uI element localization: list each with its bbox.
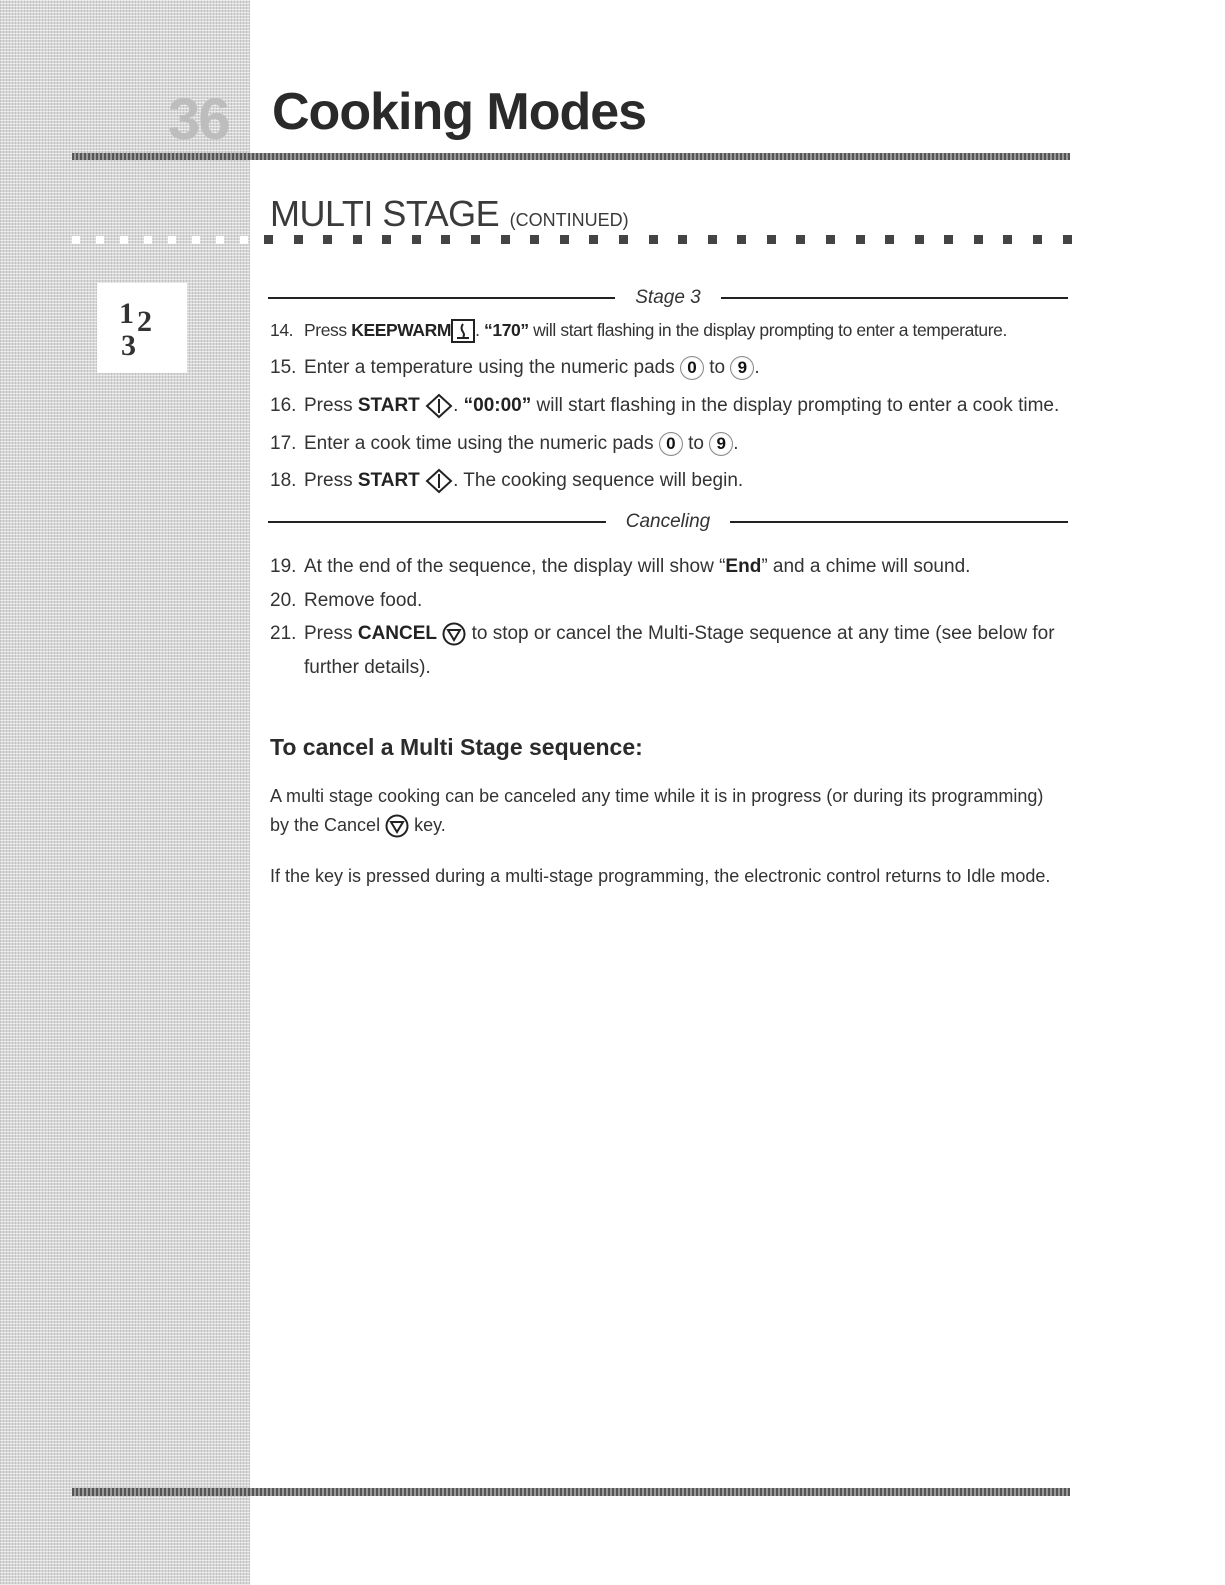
list-item: 21. Press CANCEL to stop or cancel the Multi-Stage sequence at any time (see below for further details). bbox=[270, 623, 1055, 678]
cancel-paragraph-2: If the key is pressed during a multi-stage programming, the electronic control returns to Idle mode. bbox=[270, 866, 1051, 886]
header-rule bbox=[72, 153, 1070, 160]
cancel-section-heading: To cancel a Multi Stage sequence: bbox=[270, 734, 643, 760]
svg-text:1: 1 bbox=[119, 297, 134, 330]
fraction-steps-icon bbox=[115, 293, 169, 363]
cancel-paragraph-1: A multi stage cooking can be canceled any time while it is in progress (or during its programming) by the Cancel key. bbox=[270, 782, 1075, 840]
list-item: 18. Press START . The cooking sequence will begin. bbox=[270, 464, 1070, 498]
divider-canceling bbox=[268, 510, 1068, 534]
sidebar-square-row bbox=[72, 236, 248, 244]
start-diamond-icon bbox=[425, 468, 453, 494]
svg-text:2: 2 bbox=[137, 305, 152, 338]
svg-text:3: 3 bbox=[121, 329, 136, 362]
keep-warm-icon bbox=[451, 319, 475, 343]
list-item: 17. Enter a cook time using the numeric pads 0 to 9 . bbox=[270, 433, 739, 454]
divider-label: Canceling bbox=[625, 511, 711, 532]
section-title bbox=[270, 193, 629, 235]
cancel-icon bbox=[442, 622, 466, 646]
page-title: Cooking Modes bbox=[272, 83, 647, 141]
numeric-pad-0-icon: 0 bbox=[680, 356, 704, 380]
section-title-sub: (CONTINUED) bbox=[509, 210, 629, 230]
footer-rule bbox=[72, 1488, 1070, 1496]
list-item: 15. Enter a temperature using the numeric pads 0 to 9 . bbox=[270, 357, 760, 378]
start-diamond-icon bbox=[425, 393, 453, 419]
numeric-pad-0-icon: 0 bbox=[659, 432, 683, 456]
list-item: 14. Press KEEPWARM . “170” will start flashing in the display prompting to enter a temperature. bbox=[270, 313, 1070, 347]
list-item: 16. Press START . “00:00” will start flashing in the display prompting to enter a cook time. bbox=[270, 389, 1070, 423]
page-number: 36 bbox=[168, 87, 229, 152]
list-item: 20. Remove food. bbox=[270, 590, 423, 611]
sidebar-icon-box bbox=[97, 283, 187, 373]
cancel-icon bbox=[385, 814, 409, 838]
divider-label: Stage 3 bbox=[635, 287, 701, 308]
numeric-pad-9-icon: 9 bbox=[730, 356, 754, 380]
section-title-main: MULTI STAGE bbox=[270, 193, 500, 234]
numeric-pad-9-icon: 9 bbox=[709, 432, 733, 456]
list-item: 19. At the end of the sequence, the display will show “End” and a chime will sound. bbox=[270, 556, 971, 577]
divider-stage-3 bbox=[268, 286, 1068, 310]
section-square-row bbox=[264, 235, 1072, 245]
